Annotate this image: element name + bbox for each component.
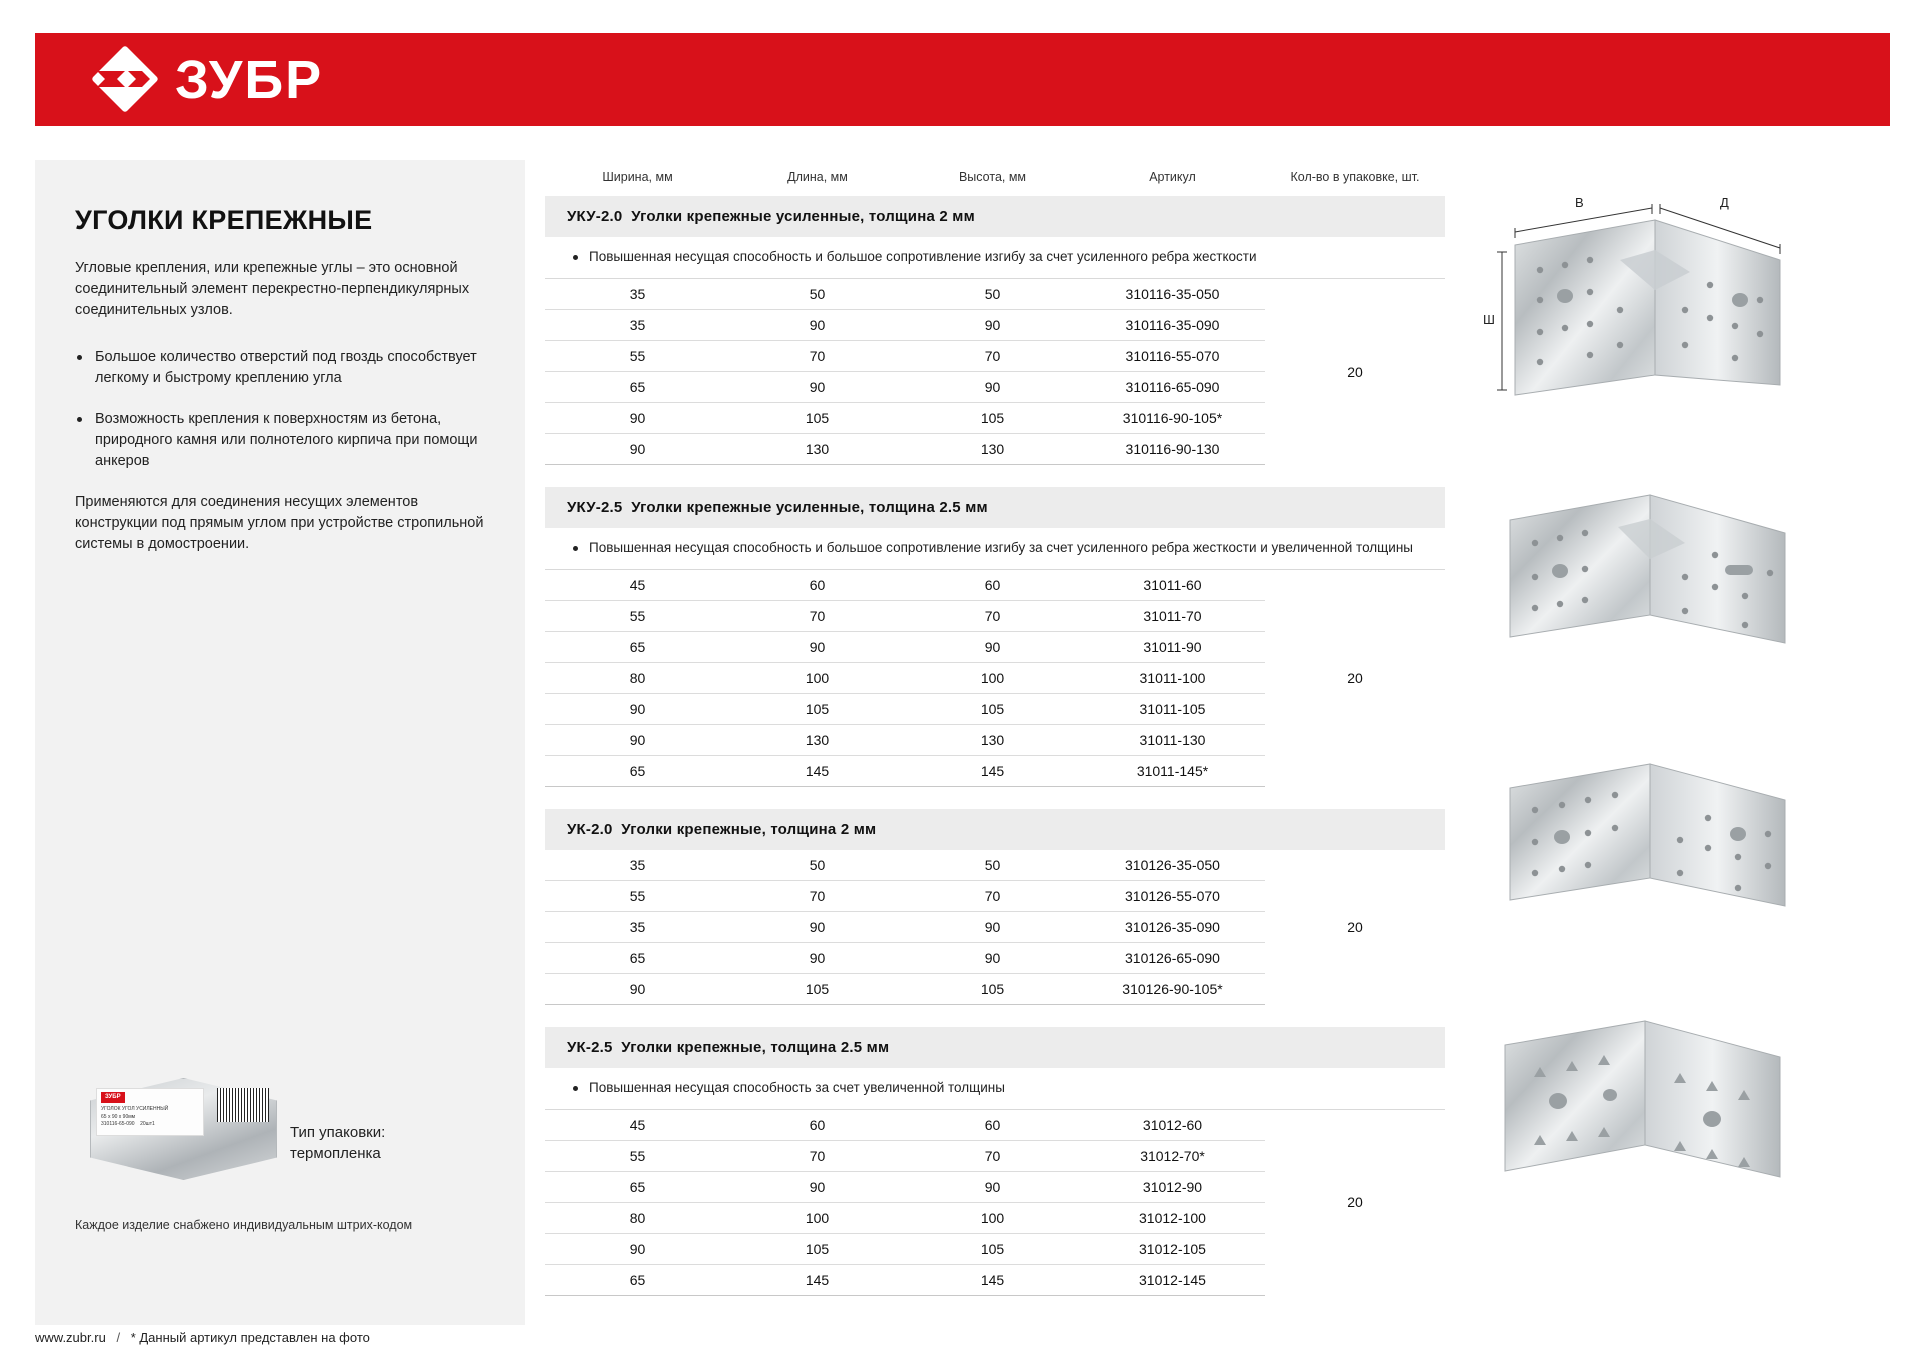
table-row [545, 570, 1445, 601]
cell-article: 310126-35-050 [1080, 850, 1265, 881]
cell-length: 90 [730, 631, 905, 662]
table-row [545, 1110, 1445, 1141]
zubr-diamond-arrow-logo-icon [95, 51, 157, 109]
cell-article: 310126-90-105* [1080, 973, 1265, 1004]
cell-height: 100 [905, 662, 1080, 693]
cell-height: 145 [905, 1264, 1080, 1295]
cell-height: 100 [905, 1202, 1080, 1233]
cell-length: 90 [730, 911, 905, 942]
spec-group-feature: Повышенная несущая способность и большое сопротивление изгибу за счет усиленного ребра жесткости [545, 237, 1445, 279]
cell-height: 50 [905, 279, 1080, 310]
cell-length: 90 [730, 309, 905, 340]
cell-height: 105 [905, 402, 1080, 433]
feature-list [75, 347, 485, 472]
spec-group-feature: Повышенная несущая способность и большое сопротивление изгибу за счет усиленного ребра жесткости и увеличенной толщины [545, 528, 1445, 570]
list-item: Большое количество отверстий под гвоздь способствует легкому и быстрому креплению угла [75, 347, 485, 389]
cell-width: 45 [545, 1110, 730, 1141]
cell-width: 55 [545, 340, 730, 371]
spec-table [545, 850, 1445, 1005]
column-header-height: Высота, мм [958, 170, 1027, 184]
cell-height: 105 [905, 973, 1080, 1004]
logo [95, 51, 323, 109]
package-label-brand: ЗУБР [101, 1092, 125, 1103]
cell-article: 310116-35-090 [1080, 309, 1265, 340]
cell-length: 145 [730, 1264, 905, 1295]
cell-height: 145 [905, 755, 1080, 786]
package-type-caption [290, 1122, 385, 1164]
spec-group-title [545, 487, 1445, 528]
cell-height: 130 [905, 724, 1080, 755]
cell-article: 31012-105 [1080, 1233, 1265, 1264]
cell-height: 105 [905, 693, 1080, 724]
cell-article: 31011-70 [1080, 600, 1265, 631]
cell-width: 80 [545, 1202, 730, 1233]
cell-width: 65 [545, 371, 730, 402]
product-image-uku-2-5 [1480, 465, 1880, 680]
cell-length: 105 [730, 402, 905, 433]
cell-width: 90 [545, 693, 730, 724]
cell-width: 35 [545, 309, 730, 340]
cell-length: 90 [730, 1171, 905, 1202]
footnote-text: * Данный артикул представлен на фото [130, 1330, 370, 1345]
cell-article: 31011-145* [1080, 755, 1265, 786]
cell-width: 90 [545, 1233, 730, 1264]
cell-length: 105 [730, 693, 905, 724]
cell-length: 145 [730, 755, 905, 786]
cell-length: 100 [730, 1202, 905, 1233]
cell-quantity: 20 [1347, 1194, 1363, 1211]
cell-length: 50 [730, 850, 905, 881]
cell-article: 310126-35-090 [1080, 911, 1265, 942]
left-info-panel [35, 160, 525, 1325]
cell-article: 31011-90 [1080, 631, 1265, 662]
spec-group-code: УКУ-2.0 [567, 208, 623, 225]
barcode-note: Каждое изделие снабжено индивидуальным штрих-кодом [75, 1218, 413, 1232]
cell-width: 35 [545, 911, 730, 942]
spec-table [545, 570, 1445, 787]
cell-width: 55 [545, 600, 730, 631]
page-title: УГОЛКИ КРЕПЕЖНЫЕ [75, 205, 373, 235]
cell-width: 65 [545, 755, 730, 786]
cell-length: 90 [730, 371, 905, 402]
cell-length: 105 [730, 1233, 905, 1264]
specification-tables [545, 170, 1445, 1318]
spec-group-name: Уголки крепежные усиленные, толщина 2 мм [631, 208, 975, 225]
package-label [96, 1088, 204, 1136]
barcode-icon [217, 1088, 269, 1122]
cell-quantity: 20 [1347, 363, 1363, 380]
cell-width: 65 [545, 1171, 730, 1202]
cell-article: 310126-65-090 [1080, 942, 1265, 973]
cell-length: 100 [730, 662, 905, 693]
cell-height: 70 [905, 880, 1080, 911]
cell-article: 31011-105 [1080, 693, 1265, 724]
dimension-label-height: Ш [1483, 312, 1495, 327]
cell-height: 90 [905, 1171, 1080, 1202]
cell-quantity: 20 [1347, 670, 1363, 687]
spec-group [545, 487, 1445, 787]
spec-table [545, 1110, 1445, 1296]
cell-height: 90 [905, 942, 1080, 973]
table-column-headers [545, 170, 1445, 196]
cell-height: 70 [905, 1140, 1080, 1171]
brand-name: ЗУБР [175, 50, 324, 110]
footer [35, 1330, 370, 1345]
cell-width: 90 [545, 724, 730, 755]
cell-width: 45 [545, 570, 730, 601]
cell-width: 65 [545, 631, 730, 662]
column-header-qty: Кол-во в упаковке, шт. [1290, 170, 1420, 184]
cell-length: 60 [730, 1110, 905, 1141]
cell-width: 90 [545, 433, 730, 464]
table-row [545, 850, 1445, 881]
cell-article: 31011-100 [1080, 662, 1265, 693]
cell-length: 70 [730, 600, 905, 631]
intro-text: Угловые крепления, или крепежные углы – это основной соединительный элемент перекрестно-перпендикулярных соединительных узлов. [75, 260, 470, 319]
cell-width: 55 [545, 1140, 730, 1171]
spec-group [545, 196, 1445, 465]
column-header-length: Длина, мм [787, 170, 848, 184]
spec-group-title [545, 196, 1445, 237]
column-header-width: Ширина, мм [602, 170, 673, 184]
column-header-article: Артикул [1149, 170, 1196, 184]
cell-article: 310116-90-105* [1080, 402, 1265, 433]
spec-table [545, 279, 1445, 465]
package-label-line3: 310116-65-090 [101, 1121, 135, 1127]
package-photo [90, 1060, 275, 1180]
package-type-label: Тип упаковки: [290, 1124, 386, 1141]
cell-length: 105 [730, 973, 905, 1004]
cell-height: 70 [905, 600, 1080, 631]
cell-height: 70 [905, 340, 1080, 371]
cell-length: 50 [730, 279, 905, 310]
product-image-uk-2-5 [1480, 995, 1880, 1210]
dimension-label-width: В [1575, 195, 1584, 210]
package-label-line2: 65 x 90 x 90мм [101, 1113, 136, 1120]
spec-group [545, 1027, 1445, 1296]
cell-height: 90 [905, 631, 1080, 662]
cell-length: 60 [730, 570, 905, 601]
brand-header [35, 33, 1890, 126]
cell-article: 31012-70* [1080, 1140, 1265, 1171]
table-row [545, 279, 1445, 310]
cell-height: 90 [905, 309, 1080, 340]
cell-length: 130 [730, 433, 905, 464]
cell-article: 31012-90 [1080, 1171, 1265, 1202]
spec-group-code: УКУ-2.5 [567, 498, 623, 516]
product-images [1480, 195, 1900, 1260]
cell-article: 31011-60 [1080, 570, 1265, 601]
usage-note: Применяются для соединения несущих элементов конструкции под прямым углом при устройстве стропильной системы в домостроении. [75, 494, 484, 553]
cell-length: 70 [730, 340, 905, 371]
cell-height: 60 [905, 1110, 1080, 1141]
package-label-line1: УГОЛОК УГОЛ УСИЛЕННЫЙ [101, 1106, 169, 1112]
cell-article: 31012-60 [1080, 1110, 1265, 1141]
cell-article: 310116-65-090 [1080, 371, 1265, 402]
cell-quantity: 20 [1347, 919, 1363, 936]
cell-height: 90 [905, 371, 1080, 402]
cell-width: 35 [545, 850, 730, 881]
spec-group-title [545, 1027, 1445, 1068]
cell-article: 310116-55-070 [1080, 340, 1265, 371]
spec-group [545, 809, 1445, 1005]
cell-width: 90 [545, 402, 730, 433]
package-type-value: термопленка [290, 1145, 381, 1162]
footer-separator: / [116, 1330, 121, 1345]
spec-group-feature: Повышенная несущая способность за счет увеличенной толщины [545, 1068, 1445, 1110]
cell-length: 70 [730, 880, 905, 911]
spec-group-name: Уголки крепежные, толщина 2 мм [621, 820, 877, 838]
dimension-label-depth: Д [1720, 195, 1729, 210]
cell-length: 130 [730, 724, 905, 755]
product-image-uk-2-0 [1480, 730, 1880, 945]
website-link[interactable]: www.zubr.ru [35, 1330, 106, 1345]
spec-group-code: УК-2.0 [567, 820, 613, 838]
cell-width: 65 [545, 942, 730, 973]
cell-height: 105 [905, 1233, 1080, 1264]
cell-width: 65 [545, 1264, 730, 1295]
cell-width: 80 [545, 662, 730, 693]
cell-height: 60 [905, 570, 1080, 601]
cell-article: 310116-90-130 [1080, 433, 1265, 464]
cell-article: 31012-145 [1080, 1264, 1265, 1295]
package-label-qty: 20шт1 [140, 1121, 155, 1127]
cell-height: 130 [905, 433, 1080, 464]
cell-article: 31011-130 [1080, 724, 1265, 755]
spec-group-name: Уголки крепежные, толщина 2.5 мм [621, 1038, 890, 1056]
product-image-uku-2-0 [1480, 195, 1880, 415]
cell-length: 90 [730, 942, 905, 973]
cell-length: 70 [730, 1140, 905, 1171]
cell-height: 50 [905, 850, 1080, 881]
spec-group-name: Уголки крепежные усиленные, толщина 2.5 мм [631, 498, 988, 516]
cell-height: 90 [905, 911, 1080, 942]
spec-group-code: УК-2.5 [567, 1038, 613, 1056]
spec-group-title [545, 809, 1445, 850]
cell-width: 55 [545, 880, 730, 911]
cell-article: 31012-100 [1080, 1202, 1265, 1233]
cell-article: 310126-55-070 [1080, 880, 1265, 911]
list-item: Возможность крепления к поверхностям из бетона, природного камня или полнотелого кирпича при помощи анкеров [75, 409, 485, 472]
cell-article: 310116-35-050 [1080, 279, 1265, 310]
cell-width: 90 [545, 973, 730, 1004]
cell-width: 35 [545, 279, 730, 310]
